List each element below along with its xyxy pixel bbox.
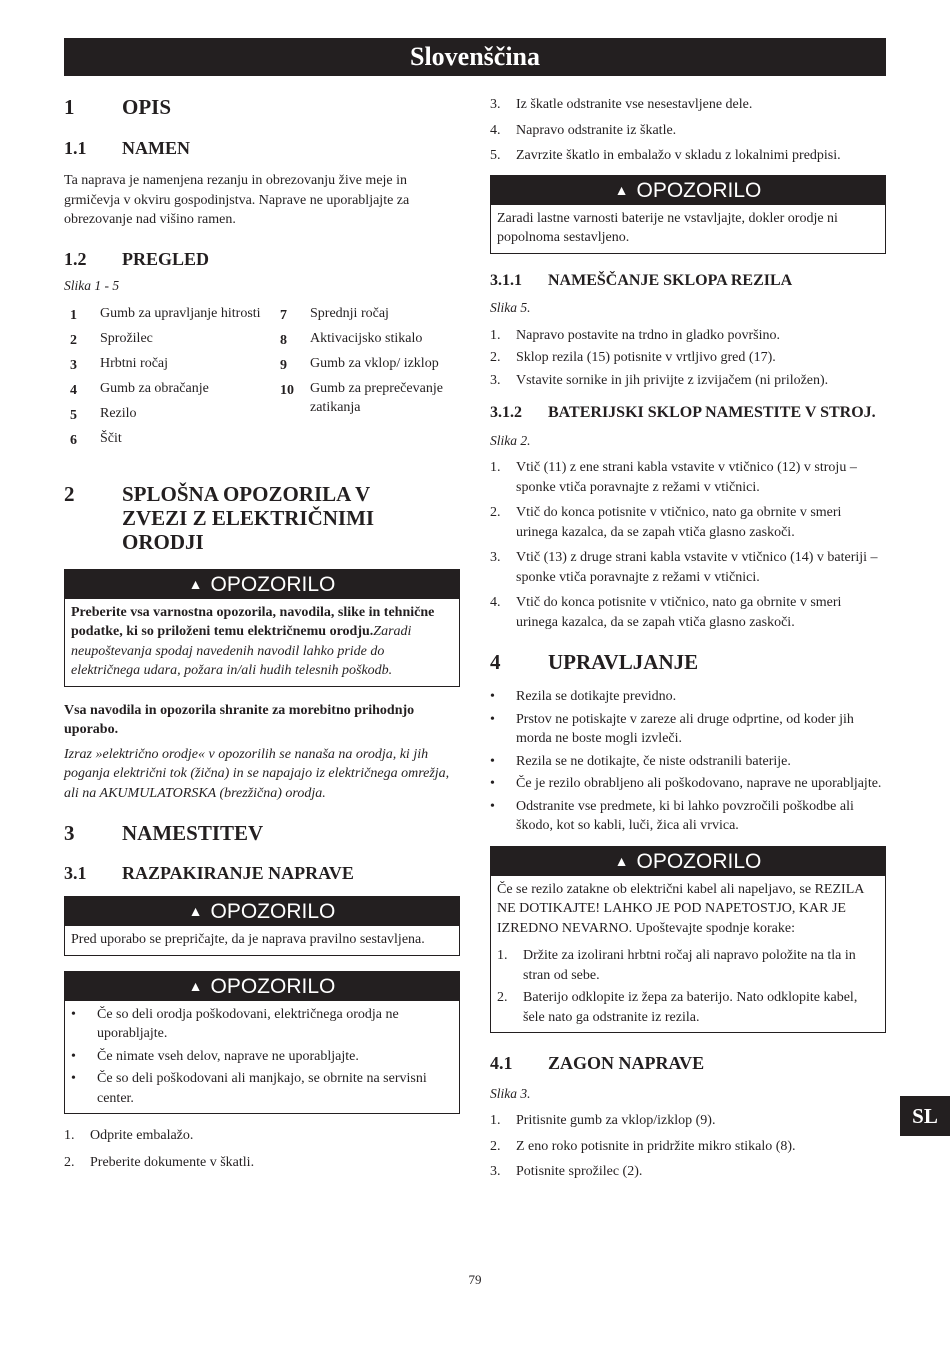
battery-assembly-steps <box>490 458 886 632</box>
warning-box <box>64 896 460 956</box>
list-item: 3. Iz škatle odstranite vse nesestavljene dele. <box>490 97 753 112</box>
warning-triangle-icon: ▲ <box>188 575 203 592</box>
list-item: • Prstov ne potiskajte v zareze ali druge odprtine, od koder jih morda ne boste mogli izvleči. <box>490 711 854 746</box>
warning-header: ▲ OPOZORILO <box>65 897 459 926</box>
list-item: 5. Zavrzite škatlo in embalažo v skladu z lokalnimi predpisi. <box>490 148 841 163</box>
part-item <box>274 354 460 375</box>
list-item: 2. Vtič do konca potisnite v vtičnico, nato ga obrnite v smeri urinega kazalca, da se zapah vtiča glasno zaskoči. <box>490 505 842 540</box>
language-header: Slovenščina <box>64 38 886 76</box>
part-item <box>274 329 460 350</box>
list-item: • Odstranite vse predmete, ki bi lahko povzročili poškodbe ali škodo, kot so kabli, luči, žica ali vrvica. <box>490 798 854 833</box>
list-item: • Če so deli orodja poškodovani, električnega orodja ne uporabljajte. <box>71 1006 399 1041</box>
part-label: Hrbtni ročaj <box>100 355 169 371</box>
part-item <box>274 379 460 417</box>
list-item: 1. Napravo postavite na trdno in gladko površino. <box>490 327 781 343</box>
part-number: 1 <box>70 307 77 323</box>
section-4-heading: 4 UPRAVLJANJE <box>490 650 699 674</box>
list-item: • Rezila se ne dotikajte, če niste odstranili baterije. <box>490 753 791 769</box>
section-3-1-1-heading: 3.1.1 NAMEŠČANJE SKLOPA REZILA <box>490 271 793 289</box>
part-label: Ščit <box>100 430 122 446</box>
section-3-1-heading: 3.1 RAZPAKIRANJE NAPRAVE <box>64 863 354 883</box>
part-item <box>64 329 274 350</box>
part-label: Gumb za preprečevanje zatikanja <box>310 380 443 415</box>
part-number: 8 <box>280 332 287 348</box>
parts-column-left <box>64 304 274 454</box>
part-item <box>64 379 274 400</box>
part-number: 2 <box>70 332 77 348</box>
list-item: 2. Preberite dokumente v škatli. <box>64 1154 255 1170</box>
list-item: 1. Pritisnite gumb za vklop/izklop (9). <box>490 1113 716 1128</box>
warning-header: ▲ OPOZORILO <box>491 847 885 876</box>
section-1-2-heading: 1.2 PREGLED <box>64 248 210 269</box>
page-number: 79 <box>468 1272 482 1287</box>
warning-box <box>490 846 886 1034</box>
warning-body: Zaradi lastne varnosti baterije ne vstavljajte, dokler orodje ni popolnoma sestavljeno. <box>497 210 838 245</box>
warning-triangle-icon: ▲ <box>614 181 629 198</box>
warning-box <box>64 971 460 1115</box>
part-number: 4 <box>70 382 77 398</box>
part-number: 9 <box>280 357 287 373</box>
part-label: Gumb za obračanje <box>100 380 209 396</box>
list-item: 1. Odprite embalažo. <box>64 1128 194 1143</box>
start-steps <box>490 1111 886 1182</box>
warning-steps <box>497 946 879 1027</box>
operation-bullets <box>490 687 886 836</box>
figure-reference: Slika 3. <box>490 1086 531 1101</box>
part-number: 10 <box>280 382 294 398</box>
blade-assembly-steps <box>490 326 886 391</box>
figure-reference: Slika 2. <box>490 433 531 448</box>
unpacking-steps-continued <box>490 95 886 166</box>
warning-box <box>64 569 460 687</box>
list-item: 3. Vstavite sornike in jih privijte z izvijačem (ni priložen). <box>490 372 829 388</box>
list-item: 3. Vtič (13) z druge strani kabla vstavite v vtičnico (14) v bateriji – sponke vtiča poravnajte z režami v vtičnici. <box>490 550 878 585</box>
warning-body: Če se rezilo zatakne ob električni kabel ali napeljavo, se REZILA NE DOTIKAJTE! LAHKO JE POD NAPETOSTJO, KAR JE IZREDNO NEVARNO. Upoštevajte spodnje korake: 1. Držite za izolirani hrbtni ročaj ali napravo položite na tla in stran od sebe. 2. Baterijo odklopite iz žepa za baterijo. Nato odklopite kabel, šele nato ga odstranite iz rezila. <box>491 876 885 1033</box>
list-item: 4. Napravo odstranite iz škatle. <box>490 122 677 138</box>
part-label: Aktivacijsko stikalo <box>310 330 423 346</box>
right-column <box>490 95 886 1182</box>
list-item: • Rezila se dotikajte previdno. <box>490 689 677 704</box>
warning-triangle-icon: ▲ <box>614 852 629 869</box>
part-label: Rezilo <box>100 405 137 421</box>
list-item: 4. Vtič do konca potisnite v vtičnico, nato ga obrnite v smeri urinega kazalca, da se zapah vtiča glasno zaskoči. <box>490 595 842 630</box>
list-item: 3. Potisnite sprožilec (2). <box>490 1164 643 1179</box>
purpose-text: Ta naprava je namenjena rezanju in obrezovanju žive meje in grmičevja v okviru gospodinjstva. Naprave ne uporabljajte za obrezovanje nad višino ramen. <box>64 173 410 227</box>
warning-box <box>490 175 886 254</box>
part-label: Sprožilec <box>100 330 153 346</box>
warning-triangle-icon: ▲ <box>188 903 203 919</box>
list-item: 2. Baterijo odklopite iz žepa za baterijo. Nato odklopite kabel, šele nato ga odstranite iz rezila. <box>497 990 858 1025</box>
list-item: 2. Z eno roko potisnite in pridržite mikro stikalo (8). <box>490 1138 796 1154</box>
part-item <box>64 429 274 450</box>
part-number: 7 <box>280 307 287 323</box>
list-item: 1. Vtič (11) z ene strani kabla vstavite v vtičnico (12) v stroju – sponke vtiča poravnajte z režami v vtičnici. <box>490 460 857 495</box>
warning-header: ▲ OPOZORILO <box>491 176 885 205</box>
part-item <box>64 354 274 375</box>
unpacking-steps <box>64 1126 460 1172</box>
warning-triangle-icon: ▲ <box>188 977 203 994</box>
warning-body <box>65 1001 459 1114</box>
left-column <box>64 92 460 1172</box>
section-3-1-2-heading: 3.1.2 BATERIJSKI SKLOP NAMESTITE V STROJ. <box>490 404 876 421</box>
part-label: Gumb za upravljanje hitrosti <box>100 305 261 321</box>
part-label: Sprednji ročaj <box>310 305 389 321</box>
power-tool-definition: Izraz »električno orodje« v opozorilih se nanaša na orodja, ki jih poganja električni tok (žična) in se napajajo iz električnega omrežja, ali na AKUMULATORSKA (brezžična) orodja. <box>64 746 450 801</box>
warning-header: ▲ OPOZORILO <box>65 570 459 599</box>
list-item: • Če je rezilo obrabljeno ali poškodovano, naprave ne uporabljajte. <box>490 776 882 791</box>
list-item: • Če so deli poškodovani ali manjkajo, se obrnite na servisni center. <box>71 1071 427 1106</box>
part-number: 5 <box>70 407 77 423</box>
warning-bullet-list <box>71 1005 453 1109</box>
part-item <box>64 404 274 425</box>
section-2-heading: 2 SPLOŠNA OPOZORILA V ZVEZI Z ELEKTRIČNIMI ORODJI <box>64 481 375 554</box>
part-number: 3 <box>70 357 77 373</box>
list-item: 1. Držite za izolirani hrbtni ročaj ali napravo položite na tla in stran od sebe. <box>497 948 856 983</box>
part-item <box>64 304 274 325</box>
figure-reference: Slika 1 - 5 <box>64 277 120 293</box>
parts-list <box>64 304 460 454</box>
list-item: • Če nimate vseh delov, naprave ne uporabljajte. <box>71 1048 359 1064</box>
section-4-1-heading: 4.1 ZAGON NAPRAVE <box>490 1053 705 1073</box>
part-label: Gumb za vklop/ izklop <box>310 355 439 371</box>
figure-reference: Slika 5. <box>490 299 531 315</box>
save-instructions: Vsa navodila in opozorila shranite za morebitno prihodnjo uporabo. <box>64 702 415 737</box>
list-item: 2. Sklop rezila (15) potisnite v vrtljivo gred (17). <box>490 350 776 365</box>
part-item <box>274 304 460 325</box>
part-number: 6 <box>70 432 77 448</box>
section-1-heading: 1 OPIS <box>64 95 172 119</box>
warning-body: Pred uporabo se prepričajte, da je naprava pravilno sestavljena. <box>71 932 425 947</box>
parts-column-right <box>274 304 460 454</box>
section-3-heading: 3 NAMESTITEV <box>64 821 264 845</box>
section-1-1-heading: 1.1 NAMEN <box>64 138 190 158</box>
language-tab: SL <box>900 1096 950 1136</box>
warning-body: Preberite vsa varnostna opozorila, navodila, slike in tehnične podatke, ki so priloženi temu električnemu orodju.Zaradi neupoštevanja spodaj navedenih navodil lahko pride do električnega udara, požara in/ali hudih telesnih poškodb. <box>71 604 435 678</box>
warning-header: ▲ OPOZORILO <box>65 972 459 1001</box>
